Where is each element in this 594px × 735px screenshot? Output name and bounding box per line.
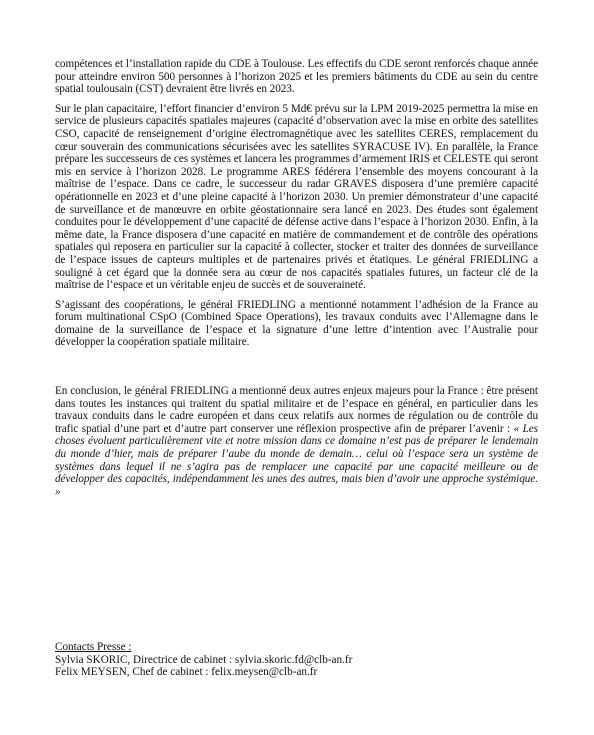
contacts-title: Contacts Presse :	[55, 641, 132, 653]
paragraph-cde: compétences et l’installation rapide du CDE à Toulouse. Les effectifs du CDE seront renforcés chaque année pour atteindre environ 500 personnes à l’horizon 2025 et les premiers bâtiments du CDE au sein du centre spatial toulousain (CST) devraient être livrés en 2023.	[55, 58, 538, 96]
conclusion-intro: En conclusion, le général FRIEDLING a mentionné deux autres enjeux majeurs pour la France : être présent dans toutes les instances qui traitent du spatial militaire et de l’espace en général, en particulier dans les travaux conduits dans le cadre européen et dans ceux relatifs aux normes de régulation ou de contrôle du trafic spatial d’une part et d’autre part conserver une réflexion prospective afin de préparer l’avenir :	[55, 385, 538, 435]
contact-line-director: Sylvia SKORIC, Directrice de cabinet : sylvia.skoric.fd@clb-an.fr	[55, 653, 353, 666]
contact-line-chief: Felix MEYSEN, Chef de cabinet : felix.meysen@clb-an.fr	[55, 666, 318, 679]
section-spacer	[55, 356, 538, 385]
paragraph-conclusion	[55, 385, 538, 498]
conclusion-quote: « Les choses évoluent particulièrement vite et notre mission dans ce domaine n’est pas de préparer le lendemain du monde d’hier, mais de préparer l’aube du monde de demain… celui où l’espace sera un système de systèmes dans lequel il ne s’agira pas de remplacer une capacité par une capacité meilleure ou de développer des capacités, indépendamment les unes des autres, mais bien d’avoir une approche systémique. »	[55, 422, 538, 498]
paragraph-capacitaire: Sur le plan capacitaire, l’effort financier d’environ 5 Md€ prévu sur la LPM 2019-2025 permettra la mise en service de plusieurs capacités spatiales majeures (capacité d’observation avec la mise en orbite des satellites CSO, capacité de renseignement d’origine électromagnétique avec les satellites CERES, remplacement du cœur souverain des communications sécurisées avec les satellites SYRACUSE IV). En parallèle, la France prépare les successeurs de ces systèmes et lancera les programmes d’armement IRIS et CELESTE qui seront mis en service à l’horizon 2028. Le programme ARES fédérera l’ensemble des moyens concourant à la maîtrise de l’espace. Dans ce cadre, le successeur du radar GRAVES disposera d’une première capacité opérationnelle en 2023 et d’une pleine capacité à l’horizon 2030. Un premier démonstrateur d’une capacité de surveillance et de manœuvre en orbite géostationnaire sera lancé en 2023. Des études sont également conduites pour le développement d’une capacité de défense active dans l’espace à l’horizon 2030. Enfin, à la même date, la France disposera d’une capacité en matière de commandement et de contrôle des opérations spatiales qui reposera en particulier sur la capacité à collecter, stocker et traiter des données de surveillance de l’espace issues de capteurs multiples et de partenaires privés et étatiques. Le général FRIEDLING a souligné à cet égard que la donnée sera au cœur de nos capacités spatiales futures, un facteur clé de la maîtrise de l’espace et un véritable enjeu de succès et de souveraineté.	[55, 102, 538, 292]
document-body	[55, 58, 538, 505]
press-contacts	[55, 641, 352, 679]
paragraph-cooperations: S’agissant des coopérations, le général FRIEDLING a mentionné notamment l’adhésion de la France au forum multinational CSpO (Combined Space Operations), les travaux conduits avec l’Allemagne dans le domaine de la surveillance de l’espace et la signature d’une lettre d’intention avec l’Australie pour développer la coopération spatiale militaire.	[55, 298, 538, 349]
